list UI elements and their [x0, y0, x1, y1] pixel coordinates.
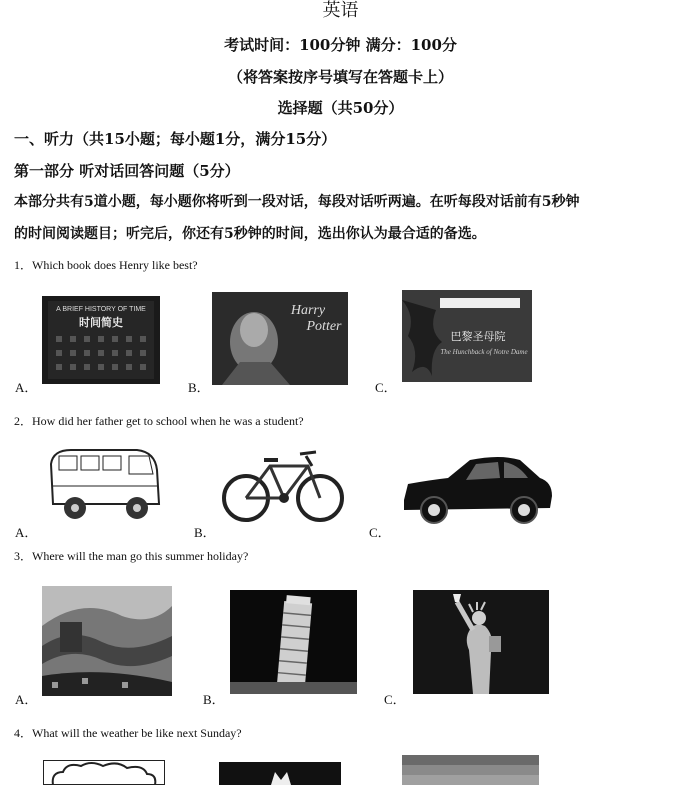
option-a-label: A．	[15, 380, 38, 395]
book-title-chinese: 巴黎圣母院	[450, 330, 506, 343]
option-c-label: C．	[384, 692, 406, 707]
book-title-english: A BRIEF HISTORY OF TIME	[56, 306, 146, 313]
part-one-title: 一、听力（共15小题；每小题1分，满分15分）	[14, 130, 337, 148]
option-a-label: A．	[15, 692, 38, 707]
option-c-label: C．	[369, 525, 391, 540]
bicycle-image	[220, 444, 346, 524]
book-cover-harry-potter-image	[212, 292, 348, 385]
statue-of-liberty-image	[413, 590, 549, 694]
gray-sky-image	[402, 755, 539, 785]
car-image	[400, 450, 556, 528]
leaning-tower-of-pisa-image	[230, 590, 357, 694]
option-b-label: B．	[194, 525, 216, 540]
part-one-description-line1: 本部分共有5道小题，每小题你将听到一段对话，每段对话听两遍。在听每段对话前有5秒钟	[14, 194, 580, 210]
book-cover-hunchback-image	[402, 290, 532, 382]
answer-instruction: （将答案按序号填写在答题卡上）	[227, 68, 453, 86]
part-one-description-line2: 的时间阅读题目；听完后，你还有5秒钟的时间，选出你认为最合适的备选。	[14, 226, 486, 242]
question-number: 3．	[14, 549, 33, 563]
option-b-label: B．	[203, 692, 225, 707]
book-title-english: The Hunchback of Notre Dame	[440, 348, 528, 356]
option-b-label: B．	[188, 380, 210, 395]
van-image	[45, 444, 163, 526]
question-text: How did her father get to school when he was a student?	[32, 414, 304, 428]
question-number: 4．	[14, 726, 33, 740]
great-wall-image	[42, 586, 172, 696]
dark-weather-image	[219, 762, 341, 785]
question-number: 2．	[14, 414, 33, 428]
part-one-subtitle: 第一部分 听对话回答问题（5分）	[14, 162, 240, 180]
book-title-chinese: 时间简史	[79, 316, 123, 329]
book-cover-brief-history-of-time-image	[42, 296, 160, 384]
option-a-label: A．	[15, 525, 38, 540]
exam-info: 考试时间：100分钟 满分：100分	[224, 36, 457, 54]
cloudy-image	[43, 760, 165, 785]
page-title: 英语	[322, 0, 359, 21]
option-c-label: C．	[375, 380, 397, 395]
book-title-harry: Harry	[290, 303, 326, 318]
book-title-potter: Potter	[306, 319, 342, 334]
question-text: Which book does Henry like best?	[32, 258, 198, 272]
question-text: Where will the man go this summer holiday?	[32, 549, 249, 563]
question-text: What will the weather be like next Sunday?	[32, 726, 242, 740]
section-title: 选择题（共50分）	[277, 99, 404, 117]
question-number: 1．	[14, 258, 33, 272]
